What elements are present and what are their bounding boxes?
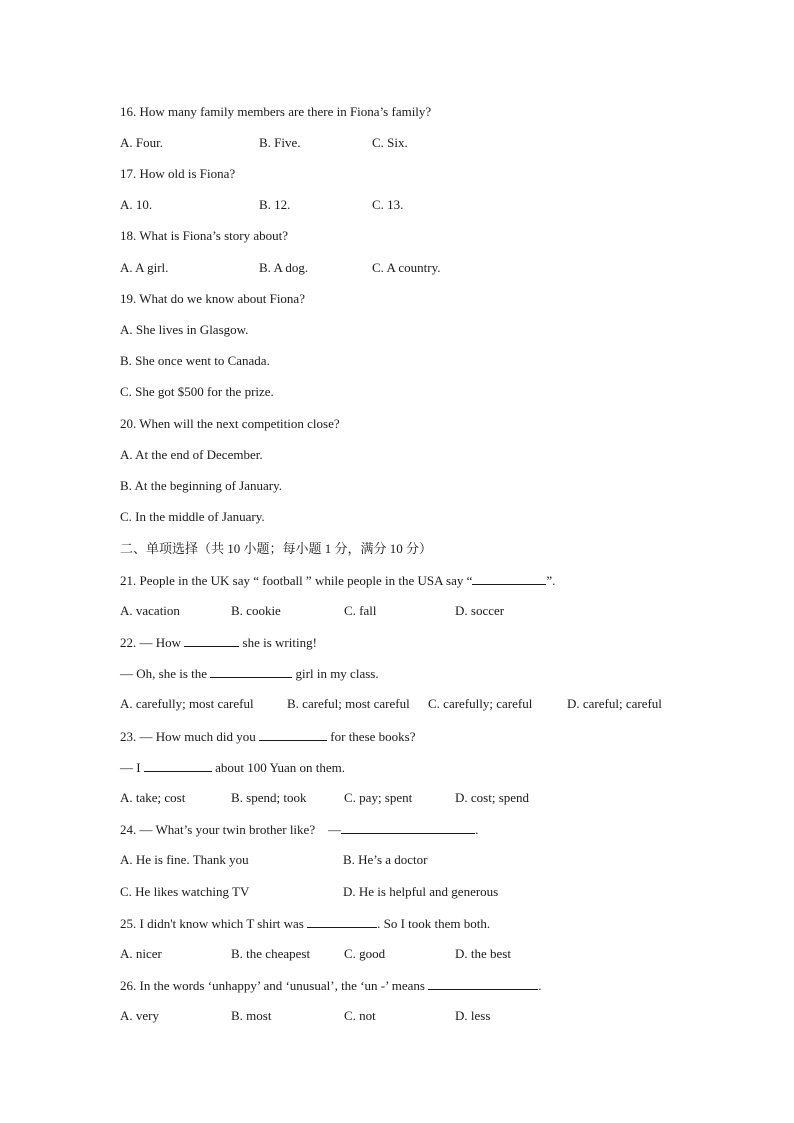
option-23c: C. pay; spent	[344, 790, 413, 805]
option-26b: B. most	[231, 1008, 272, 1023]
option-25c: C. good	[344, 946, 386, 961]
question-22-end: she is writing!	[242, 635, 317, 650]
question-24-end: .	[475, 822, 479, 837]
question-23-reply-end: about 100 Yuan on them.	[215, 760, 345, 775]
option-18c: C. A country.	[372, 260, 441, 275]
option-21d: D. soccer	[455, 603, 505, 618]
question-23	[120, 728, 415, 745]
option-23a: A. take; cost	[120, 790, 186, 805]
option-19b: B. She once went to Canada.	[120, 353, 270, 368]
option-20c: C. In the middle of January.	[120, 509, 265, 524]
option-25d: D. the best	[455, 946, 511, 961]
option-20a: A. At the end of December.	[120, 447, 263, 462]
option-21a: A. vacation	[120, 603, 180, 618]
option-20b: B. At the beginning of January.	[120, 478, 282, 493]
option-25b: B. the cheapest	[231, 946, 311, 961]
option-22a: A. carefully; most careful	[120, 696, 254, 711]
question-22-text: 22. — How	[120, 635, 182, 650]
question-25-text: 25. I didn't know which T shirt was	[120, 916, 304, 931]
question-23-text: 23. — How much did you	[120, 729, 256, 744]
question-26-end: .	[538, 978, 542, 993]
question-24-text: 24. — What’s your twin brother like?	[120, 822, 316, 837]
option-22d: D. careful; careful	[567, 696, 662, 711]
answer-blank	[259, 728, 327, 741]
option-16c: C. Six.	[372, 135, 408, 150]
question-21-text: 21. People in the UK say “ football ” while people in the USA say “	[120, 573, 473, 588]
option-24d: D. He is helpful and generous	[343, 884, 499, 899]
question-20: 20. When will the next competition close?	[120, 416, 340, 431]
question-16: 16. How many family members are there in Fiona’s family?	[120, 104, 432, 119]
question-19: 19. What do we know about Fiona?	[120, 291, 305, 306]
answer-blank	[428, 977, 538, 990]
question-18: 18. What is Fiona’s story about?	[120, 228, 289, 243]
option-17b: B. 12.	[259, 197, 291, 212]
question-25-end: . So I took them both.	[377, 916, 491, 931]
answer-blank	[184, 634, 239, 647]
question-22-reply-end: girl in my class.	[295, 666, 379, 681]
answer-blank	[341, 821, 475, 834]
question-26	[120, 977, 541, 994]
option-16b: B. Five.	[259, 135, 301, 150]
question-22	[120, 634, 317, 651]
section-heading: 二、单项选择（共 10 小题；每小题 1 分，满分 10 分）	[120, 541, 433, 556]
question-23-end: for these books?	[330, 729, 416, 744]
question-21-end: ”.	[546, 573, 556, 588]
question-21	[120, 572, 555, 589]
option-21c: C. fall	[344, 603, 377, 618]
answer-blank	[210, 665, 292, 678]
option-17a: A. 10.	[120, 197, 153, 212]
option-22c: C. carefully; careful	[428, 696, 533, 711]
question-25	[120, 915, 490, 932]
answer-blank	[472, 572, 546, 585]
option-17c: C. 13.	[372, 197, 404, 212]
option-24a: A. He is fine. Thank you	[120, 852, 249, 867]
option-23d: D. cost; spend	[455, 790, 530, 805]
question-23-reply-text: — I	[120, 760, 141, 775]
option-25a: A. nicer	[120, 946, 162, 961]
question-23-reply	[120, 759, 345, 776]
option-26c: C. not	[344, 1008, 376, 1023]
option-16a: A. Four.	[120, 135, 163, 150]
answer-blank	[307, 915, 377, 928]
option-24c: C. He likes watching TV	[120, 884, 250, 899]
option-18a: A. A girl.	[120, 260, 169, 275]
question-22-reply	[120, 665, 379, 682]
option-19a: A. She lives in Glasgow.	[120, 322, 249, 337]
option-23b: B. spend; took	[231, 790, 307, 805]
answer-blank	[144, 759, 212, 772]
question-24	[120, 821, 478, 838]
option-18b: B. A dog.	[259, 260, 309, 275]
option-26d: D. less	[455, 1008, 491, 1023]
option-26a: A. very	[120, 1008, 159, 1023]
question-22-reply-text: — Oh, she is the	[120, 666, 208, 681]
question-17: 17. How old is Fiona?	[120, 166, 236, 181]
option-22b: B. careful; most careful	[287, 696, 410, 711]
question-24-dash: —	[328, 822, 342, 837]
option-24b: B. He’s a doctor	[343, 852, 428, 867]
option-21b: B. cookie	[231, 603, 281, 618]
option-19c: C. She got $500 for the prize.	[120, 384, 274, 399]
question-26-text: 26. In the words ‘unhappy’ and ‘unusual’, the ‘un -’ means	[120, 978, 425, 993]
